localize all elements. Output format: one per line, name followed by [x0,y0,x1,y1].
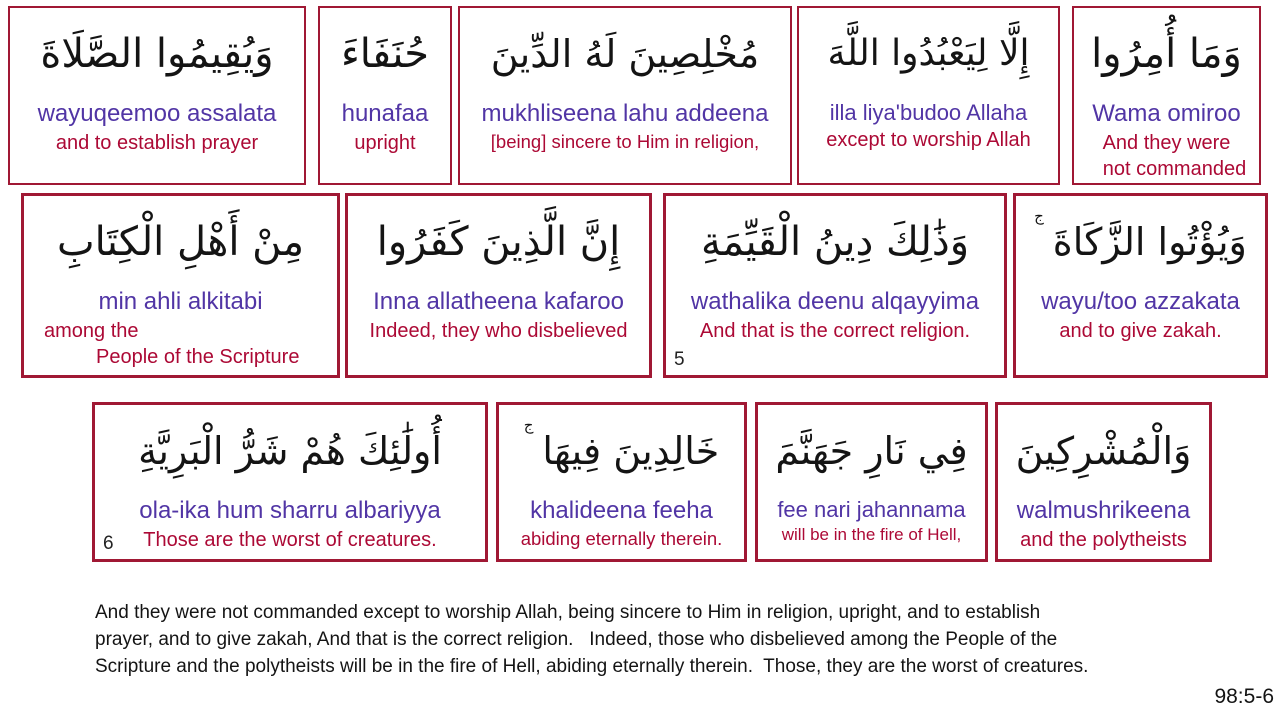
arabic-word: وَالْمُشْرِكِينَ [1015,429,1192,473]
arabic-word: إِلَّا لِيَعْبُدُوا اللَّهَ [827,33,1030,74]
translation: Those are the worst of creatures. [143,528,437,551]
arabic-word: مُخْلِصِينَ لَهُ الدِّينَ [490,32,760,76]
arabic-text [491,10,760,98]
transliteration: walmushrikeena [1016,497,1191,524]
arabic-word: وَيُؤْتُوا الزَّكَاةَ [1052,220,1247,264]
arabic-text [57,198,304,286]
arabic-text [524,407,720,495]
full-translation-line: Scripture and the polytheists will be in the fire of Hell, abiding eternally therein. Those, they are the worst of creatures. [95,656,1089,677]
arabic-text [1091,10,1242,98]
translation-line-2: not commanded [1102,157,1247,180]
arabic-text [1016,407,1192,495]
arabic-word: فِي نَارِ جَهَنَّمَ [775,429,968,473]
arabic-word: وَذَٰلِكَ دِينُ الْقَيِّمَةِ [700,219,970,265]
arabic-text [40,10,273,98]
transliteration: Wama omiroo [1092,100,1241,127]
translation: and the polytheists [1020,528,1187,551]
arabic-word: حُنَفَاءَ [340,31,430,77]
translation: and to establish prayer [55,131,259,154]
arabic-word: خَالِدِينَ فِيهَا [542,429,720,473]
verse-reference: 98:5-6 [1214,685,1274,708]
translation-line-1: And they were [1102,131,1231,154]
transliteration: wayu/too azzakata [1041,288,1240,315]
verse-number-marker: 5 [674,349,685,370]
word-box-wayuqeemoo [8,6,306,185]
translation: [being] sincere to Him in religion, [490,130,760,152]
translation-line-1: among the [44,319,139,342]
full-translation [95,599,1088,680]
word-box-inna-allatheena [345,193,652,378]
arabic-text [138,407,442,495]
arabic-text [377,198,621,286]
arabic-word: إِنَّ الَّذِينَ كَفَرُوا [376,219,621,265]
translation: and to give zakah. [1059,319,1222,342]
transliteration: hunafaa [341,100,429,127]
transliteration: wathalika deenu alqayyima [690,288,980,315]
word-box-illa-liyabudoo [797,6,1060,185]
word-box-wathalika [663,193,1007,378]
arabic-word: وَيُقِيمُوا الصَّلَاةَ [40,31,274,77]
pause-mark-icon: ج [523,415,534,434]
arabic-word: أُولَٰئِكَ هُمْ شَرُّ الْبَرِيَّةِ [138,429,442,473]
word-box-olaika [92,402,488,562]
word-box-walmushrikeena [995,402,1212,562]
word-box-min-ahli-alkitabi [21,193,340,378]
transliteration: khalideena feeha [530,497,713,524]
full-translation-line: prayer, and to give zakah, And that is the correct religion. Indeed, those who disbelieved among the People of the [95,629,1058,650]
translation-line-2: People of the Scripture [96,345,300,368]
word-box-mukhliseena [458,6,792,185]
transliteration: ola-ika hum sharru albariyya [139,497,441,524]
transliteration: mukhliseena lahu addeena [481,100,769,127]
verse-number-marker: 6 [103,533,114,554]
pause-mark-icon: ج [1034,206,1044,225]
word-box-fee-nari-jahannama [755,402,988,562]
arabic-word: مِنْ أَهْلِ الْكِتَابِ [56,219,305,265]
translation: except to worship Allah [826,129,1031,152]
transliteration: illa liya'budoo Allaha [829,100,1028,125]
word-box-hunafaa [318,6,452,185]
arabic-word: وَمَا أُمِرُوا [1091,31,1242,77]
arabic-text [341,10,429,98]
translation: And that is the correct religion. [699,319,971,342]
translation: will be in the fire of Hell, [781,525,962,545]
full-translation-line: And they were not commanded except to worship Allah, being sincere to Him in religion, upright, and to establish [95,602,1041,623]
arabic-text [828,10,1030,98]
word-box-khalideena [496,402,747,562]
translation: Indeed, they who disbelieved [369,319,628,342]
transliteration: Inna allatheena kafaroo [373,288,624,315]
transliteration: wayuqeemoo assalata [37,100,277,127]
translation: upright [354,131,416,154]
transliteration: min ahli alkitabi [98,288,263,315]
arabic-text [1034,198,1247,286]
translation: abiding eternally therein. [520,527,723,549]
arabic-text [701,198,969,286]
word-box-wayutoo-azzakata [1013,193,1268,378]
transliteration: fee nari jahannama [777,497,966,522]
word-box-wama-omiroo [1072,6,1261,185]
arabic-text [775,407,967,495]
